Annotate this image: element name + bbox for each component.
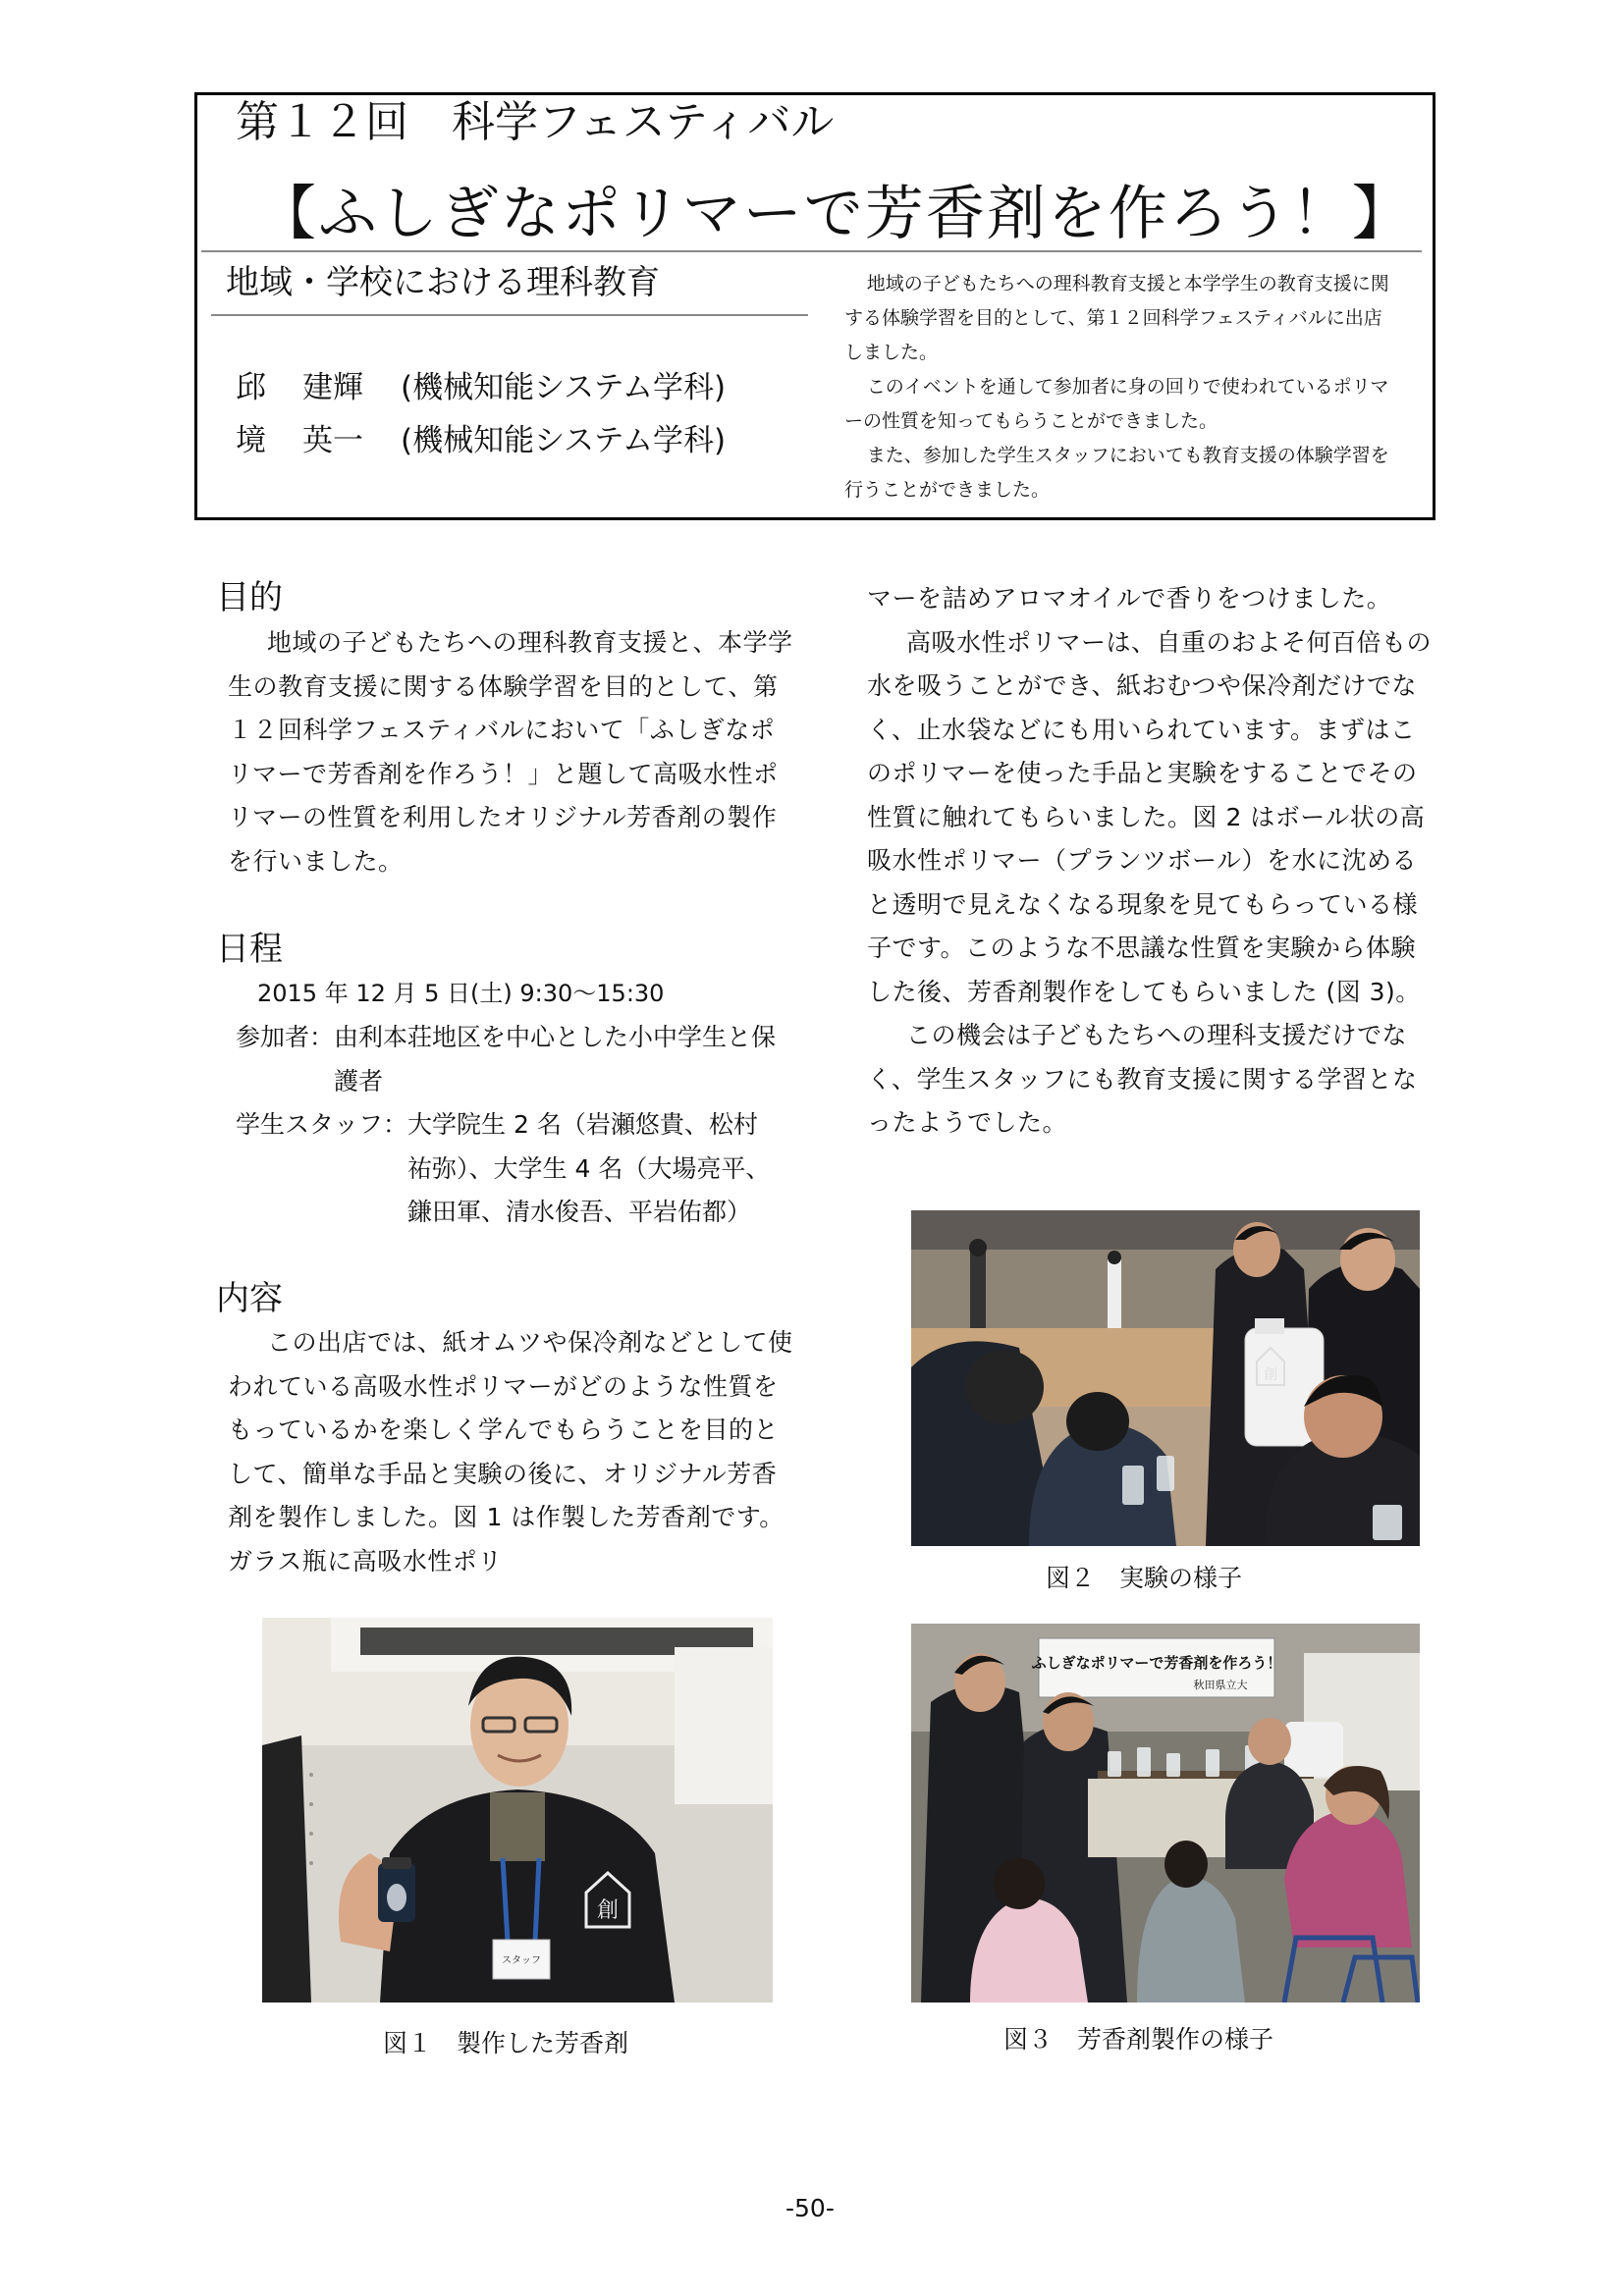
author-1	[236, 365, 726, 410]
author-given-name: 英一	[302, 423, 363, 458]
purpose-body	[228, 621, 793, 883]
summary-paragraph: 地域の子どもたちへの理科教育支援と本学学生の教育支援に関する体験学習を目的として、第１２回科学フェスティバルに出店しました。	[844, 273, 1389, 363]
author-department: (機械知能システム学科)	[401, 370, 727, 405]
figure-3-photo	[911, 1624, 1420, 2002]
page-number: -50-	[785, 2194, 835, 2222]
section-heading-purpose: 目的	[216, 578, 283, 617]
photo-experiment-scene	[911, 1210, 1420, 1546]
summary-paragraph: また、参加した学生スタッフにおいても教育支援の体験学習を行うことができました。	[844, 445, 1389, 501]
section-heading-content: 内容	[216, 1279, 283, 1318]
author-surname: 境	[236, 423, 266, 458]
photo-air-freshener-making	[911, 1624, 1420, 2002]
purpose-paragraph: 地域の子どもたちへの理科教育支援と、本学学生の教育支援に関する体験学習を目的として、第１２回科学フェスティバルにおいて「ふしぎなポリマーで芳香剤を作ろう！」と題して高吸水性ポリマーの性質を利用したオリジナル芳香剤の製作を行いました。	[228, 628, 793, 876]
event-title: 第１２回 科学フェスティバル	[236, 97, 835, 147]
conclusion-paragraph: この機会は子どもたちへの理科支援だけでなく、学生スタッフにも教育支援に関する学習となったようでした。	[867, 1021, 1418, 1137]
author-2	[236, 418, 726, 463]
polymer-paragraph: 高吸水性ポリマーは、自重のおよそ何百倍もの水を吸うことができ、紙おむつや保冷剤だけでなく、止水袋などにも用いられています。まずはこのポリマーを使った手品と実験をすることでその性質に触れてもらいました。図 2 はボール状の高吸水性ポリマー（プランツボール）を水に沈めると透明で見えなくなる現象を見てもらっている様子です。このような不思議な性質を実験から体験した後、芳香剤製作をしてもらいました (図 3)。	[867, 627, 1433, 1006]
section-heading-schedule: 日程	[216, 930, 283, 969]
figure-1-caption: 図１ 製作した芳香剤	[383, 2029, 629, 2057]
figure-3-caption: 図３ 芳香剤製作の様子	[1003, 2025, 1274, 2054]
participants-label: 参加者：	[236, 1023, 335, 1051]
schedule-staff	[236, 1103, 795, 1235]
summary	[844, 267, 1394, 507]
content-paragraph: この出店では、紙オムツや保冷剤などとして使われている高吸水性ポリマーがどのような性質をもっているかを楽しく学んでもらうことを目的として、簡単な手品と実験の後に、オリジナル芳香剤を製作しました。図 1 は作製した芳香剤です。ガラス瓶に高吸水性ポリ	[228, 1328, 793, 1575]
summary-paragraph: このイベントを通して参加者に身の回りで使われているポリマーの性質を知ってもらうことができました。	[844, 376, 1389, 432]
author-surname: 邱	[236, 370, 266, 405]
figure-1-photo	[262, 1618, 773, 2002]
figure-2-caption: 図２ 実験の様子	[1046, 1564, 1243, 1592]
logo-mark-text: 創	[1264, 1367, 1277, 1383]
photo-air-freshener-student	[262, 1618, 773, 2002]
staff-value: 大学院生 2 名（岩瀬悠貴、松村祐弥）、大学生 4 名（大場亮平、鎌田軍、清水俊吾、平岩佑都）	[407, 1110, 771, 1226]
schedule-participants	[236, 1016, 795, 1103]
logo-mark-text: 創	[596, 1898, 620, 1923]
figure-2-photo	[911, 1210, 1420, 1546]
staff-badge-text: スタッフ	[502, 1955, 541, 1966]
banner-text: ふしぎなポリマーで芳香剤を作ろう！	[1031, 1654, 1282, 1672]
title-divider	[201, 250, 1422, 252]
page-title: 【ふしぎなポリマーで芳香剤を作ろう！】	[257, 180, 1413, 248]
banner-subtext: 秋田県立大	[1193, 1679, 1248, 1691]
continuation-paragraph: マーを詰めアロマオイルで香りをつけました。	[867, 584, 1392, 613]
column2-body	[867, 577, 1436, 1146]
schedule-date: 2015 年 12 月 5 日(土) 9:30～15:30	[257, 980, 665, 1007]
participants-value: 由利本荘地区を中心とした小中学生と保護者	[334, 1023, 777, 1095]
staff-label: 学生スタッフ：	[236, 1110, 408, 1139]
subtitle: 地域・学校における理科教育	[226, 263, 660, 302]
author-given-name: 建輝	[302, 370, 363, 405]
content-body	[228, 1321, 793, 1583]
author-department: (機械知能システム学科)	[401, 423, 727, 458]
subtitle-divider	[211, 314, 808, 316]
